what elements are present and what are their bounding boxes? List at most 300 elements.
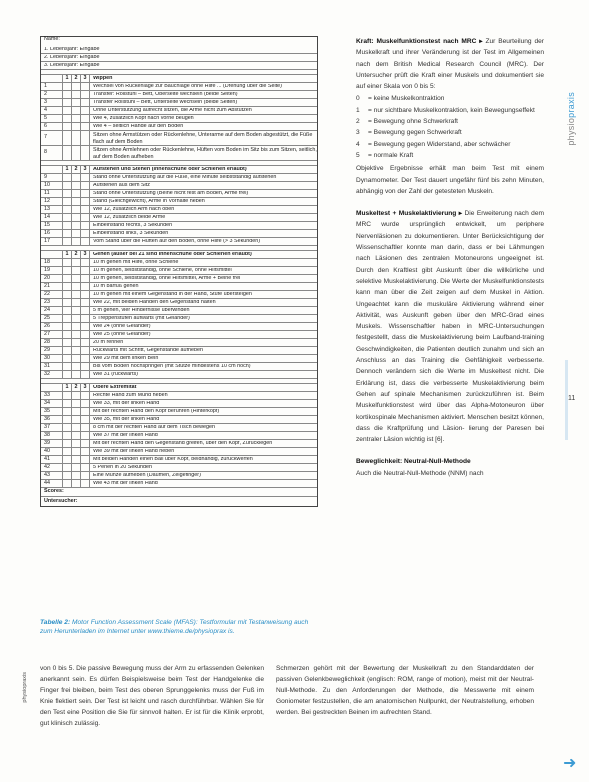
table-row: [41, 259, 317, 267]
item-text: Stand ohne Unterstützung auf die Füße, eine Minute selbstständig aufstehen: [93, 174, 277, 180]
table-row: [41, 472, 317, 480]
scale-item: [356, 127, 544, 138]
score-cell[interactable]: [63, 182, 72, 189]
score-cell[interactable]: [63, 315, 72, 322]
score-cell[interactable]: [63, 83, 72, 90]
item-text: Einbeinstand links, 3 Sekunden: [93, 230, 169, 236]
item-text: Vom Stand über die Hüften auf den Boden, ohne Hilfe (> 3 Sekunden): [93, 238, 261, 244]
mrc-scale: [356, 93, 544, 161]
item-text: Rechte Hand zum Mund heben: [93, 392, 168, 398]
score-cell[interactable]: [81, 83, 90, 90]
item-text: 10 m gehen mit einem Gegenstand in der Hand, Stufe übersteigen: [93, 291, 252, 297]
score-cell[interactable]: [81, 480, 90, 487]
item-text: Wie 39 mit der linken Hand heben: [93, 448, 175, 454]
score-cell[interactable]: [81, 424, 90, 431]
score-cell[interactable]: [81, 355, 90, 362]
score-cell[interactable]: [63, 440, 72, 447]
score-cell[interactable]: [81, 107, 90, 114]
item-text: Wechsel von Rückenlage zur Bauchlage ohne Hilfe ... (Drehung über die Seite): [93, 83, 282, 89]
score-cell[interactable]: [63, 275, 72, 282]
score-cell[interactable]: [63, 123, 72, 130]
table-row: [41, 424, 317, 432]
score-cell[interactable]: [63, 392, 72, 399]
scale-key: 2: [356, 118, 360, 126]
score-cell[interactable]: [81, 363, 90, 370]
item-text: Wie 25 (ohne Geländer): [93, 331, 151, 337]
item-number: 18: [41, 259, 63, 266]
score-cell[interactable]: [81, 222, 90, 229]
score-cell[interactable]: [63, 456, 72, 463]
score-cell[interactable]: [72, 83, 81, 90]
item-number: 8: [41, 146, 63, 160]
score-cell[interactable]: [63, 190, 72, 197]
item-number: 15: [41, 222, 63, 229]
section-title: Wippen: [93, 75, 113, 81]
item-number: 7: [41, 131, 63, 145]
table-row: [41, 432, 317, 440]
score-cell[interactable]: [81, 331, 90, 338]
examiner-label: Untersucher:: [44, 497, 78, 504]
score-cell[interactable]: [63, 259, 72, 266]
score-cell[interactable]: [81, 182, 90, 189]
item-text: Wie 37 mit der linken Hand: [93, 432, 158, 438]
score-cell[interactable]: [81, 456, 90, 463]
item-number: 6: [41, 123, 63, 130]
scale-key: 5: [356, 151, 360, 159]
table-row: [41, 400, 317, 408]
score-cell[interactable]: [81, 400, 90, 407]
section-title: Obere Extremität: [93, 384, 137, 390]
score-cell[interactable]: [63, 91, 72, 98]
item-text: Wie 12, zusätzlich Arm nach oben: [93, 206, 175, 212]
score-cell[interactable]: [81, 198, 90, 205]
table-row: [41, 307, 317, 315]
item-text: 8 cm mit der rechten Hand auf dem Tisch bewegen: [93, 424, 215, 430]
item-text: Stand (Gleichgewicht), Arme in Vorhalte heben: [93, 198, 205, 204]
score-cell[interactable]: [72, 347, 81, 354]
item-number: 12: [41, 198, 63, 205]
table-row: [41, 206, 317, 214]
column-label: 2: [72, 251, 81, 258]
score-cell[interactable]: [63, 131, 72, 145]
score-cell[interactable]: [72, 99, 81, 106]
score-cell[interactable]: [81, 472, 90, 479]
score-cell[interactable]: [63, 146, 72, 160]
score-cell[interactable]: [81, 339, 90, 346]
score-cell[interactable]: [63, 299, 72, 306]
score-cell[interactable]: [72, 416, 81, 423]
item-number: 43: [41, 472, 63, 479]
score-cell[interactable]: [81, 464, 90, 471]
table-row: [41, 83, 317, 91]
score-cell[interactable]: [72, 182, 81, 189]
score-cell[interactable]: [63, 416, 72, 423]
item-text: 5 Treppenstufen aufwärts (mit Geländer): [93, 315, 190, 321]
right-column: [356, 36, 544, 479]
item-number: 25: [41, 315, 63, 322]
score-cell[interactable]: [72, 400, 81, 407]
column-label: 1: [63, 166, 72, 173]
table-row: [41, 190, 317, 198]
table-row: [41, 315, 317, 323]
table-row: [41, 392, 317, 400]
score-cell[interactable]: [81, 123, 90, 130]
item-text: Wie 4 – seitlich Hände auf den Boden: [93, 123, 184, 129]
scale-value: = Bewegung gegen Schwerkraft: [368, 129, 462, 137]
item-number: 2: [41, 91, 63, 98]
para-kraft: Zur Beurteilung der Muskelkraft und ihrer Veränderung ist der Test im Allgemeinen nach dem British Medical Research Council (MRC). Der Untersucher prüft die Kraft einer Muskels und dokumentiert sie auf einer Skala von 0 bis 5:: [356, 38, 544, 91]
item-text: Wie 22, mit beiden Händen den Gegenstand halten: [93, 299, 216, 305]
item-number: 34: [41, 400, 63, 407]
score-cell[interactable]: [72, 315, 81, 322]
section-header: [41, 75, 317, 83]
item-number: 21: [41, 283, 63, 290]
assessment-form: [40, 36, 318, 507]
table-row: [41, 174, 317, 182]
score-cell[interactable]: [81, 315, 90, 322]
score-cell[interactable]: [81, 392, 90, 399]
next-page-arrow-icon[interactable]: ➜: [563, 755, 577, 772]
item-number: 23: [41, 299, 63, 306]
item-number: 4: [41, 107, 63, 114]
item-text: Wie 24 (ohne Geländer): [93, 323, 151, 329]
score-cell[interactable]: [63, 448, 72, 455]
para-objektiv: Objektive Ergebnisse erhält man beim Test mit einem Dynamometer. Der Test dauert ungefähr fünf bis zehn Minuten, abhängig von der Zahl der getesteten Muskeln.: [356, 165, 544, 195]
score-cell[interactable]: [81, 115, 90, 122]
table-row: [41, 363, 317, 371]
score-cell[interactable]: [72, 107, 81, 114]
score-cell[interactable]: [63, 291, 72, 298]
score-cell[interactable]: [72, 214, 81, 221]
top-row: 1. Lebensjahr: Eingabe: [44, 46, 100, 52]
score-cell[interactable]: [63, 206, 72, 213]
item-number: 17: [41, 238, 63, 245]
item-text: Wie 4, zusätzlich Kopf nach vorne beugen: [93, 115, 194, 121]
item-number: 9: [41, 174, 63, 181]
score-cell[interactable]: [72, 299, 81, 306]
table-row: [41, 323, 317, 331]
score-cell[interactable]: [81, 323, 90, 330]
table-row: [41, 283, 317, 291]
table-row: [41, 275, 317, 283]
item-text: Bis vom Boden hochspringen (mit Stütze mindestens 10 cm hoch): [93, 363, 251, 369]
score-cell[interactable]: [72, 190, 81, 197]
score-cell[interactable]: [72, 174, 81, 181]
score-cell[interactable]: [72, 307, 81, 314]
item-number: 1: [41, 83, 63, 90]
score-cell[interactable]: [72, 259, 81, 266]
score-cell[interactable]: [72, 480, 81, 487]
item-text: Wie 29 mit dem linken Bein: [93, 355, 159, 361]
item-text: 10 m gehen mit Hilfe, ohne Schiene: [93, 259, 179, 265]
side-vertical-text: physiopraxis: [22, 672, 28, 703]
score-cell[interactable]: [72, 91, 81, 98]
top-row: 2. Lebensjahr: Eingabe: [44, 54, 100, 60]
score-cell[interactable]: [81, 291, 90, 298]
score-cell[interactable]: [81, 267, 90, 274]
score-cell[interactable]: [63, 323, 72, 330]
score-cell[interactable]: [72, 123, 81, 130]
score-cell[interactable]: [63, 472, 72, 479]
item-text: 5 m gehen, vier Hindernisse überwinden: [93, 307, 190, 313]
score-label: Scores:: [41, 488, 317, 497]
score-cell[interactable]: [81, 214, 90, 221]
score-cell[interactable]: [81, 307, 90, 314]
score-cell[interactable]: [63, 331, 72, 338]
item-text: Sitzen ohne Armlehnen oder Rückenlehne, Hüften vom Boden im Sitz bis zum Sitzen, seitlich, auf dem Boden aufheben: [93, 147, 317, 160]
item-text: 10 m barfuß gehen: [93, 283, 139, 289]
scale-value: = nur sichtbare Muskelkontraktion, kein Bewegungseffekt: [368, 106, 535, 114]
scale-value: = Bewegung ohne Schwerkraft: [368, 118, 458, 126]
item-number: 39: [41, 440, 63, 447]
item-number: 29: [41, 347, 63, 354]
score-cell[interactable]: [72, 392, 81, 399]
score-cell[interactable]: [72, 408, 81, 415]
score-cell[interactable]: [63, 283, 72, 290]
score-cell[interactable]: [63, 432, 72, 439]
score-cell[interactable]: [63, 115, 72, 122]
score-cell[interactable]: [72, 331, 81, 338]
item-text: Wie 12, zusätzlich beide Arme: [93, 214, 166, 220]
score-cell[interactable]: [81, 448, 90, 455]
section-title: Aufstehen und Stehen (Innenschuhe oder Schienen erlaubt): [93, 166, 247, 172]
score-cell[interactable]: [63, 230, 72, 237]
score-cell[interactable]: [63, 480, 72, 487]
item-number: 42: [41, 464, 63, 471]
score-cell[interactable]: [81, 99, 90, 106]
table-row: [41, 448, 317, 456]
score-cell[interactable]: [63, 464, 72, 471]
item-number: 11: [41, 190, 63, 197]
score-cell[interactable]: [81, 174, 90, 181]
column-label: 2: [72, 384, 81, 391]
scale-item: [356, 93, 544, 104]
score-cell[interactable]: [72, 198, 81, 205]
section-header: [41, 384, 317, 392]
table-row: [41, 146, 317, 161]
table-row: [41, 480, 317, 488]
score-cell[interactable]: [72, 355, 81, 362]
score-cell[interactable]: [72, 472, 81, 479]
table-row: [41, 99, 317, 107]
score-cell[interactable]: [81, 146, 90, 160]
score-cell[interactable]: [81, 91, 90, 98]
score-cell[interactable]: [72, 456, 81, 463]
score-cell[interactable]: [81, 408, 90, 415]
item-text: Wie 35, mit der linken Hand: [93, 416, 160, 422]
item-text: 10 m gehen, selbstständig, ohne Schiene, ohne Hilfsmittel: [93, 267, 232, 273]
item-text: 5 Perlen in 20 Sekunden: [93, 464, 153, 470]
bottom-left-text: von 0 bis 5. Die passive Bewegung muss der Arm zu erfassenden Gelenken anerkannt sein. Es dürfen Beispielsweise beim Test der Handgelenke die Finger frei bleiben, beim Test des oberen Sprunggelenks muss der Fuß im Knie flektiert sein. Der Test ist leicht und rasch durchführbar. Wählen Sie für den Test eine Position die Sie für sinnvoll halten. Er ist für die Klinik erprobt, gut klinisch zulässig.: [40, 665, 264, 727]
score-cell[interactable]: [72, 283, 81, 290]
score-cell[interactable]: [72, 371, 81, 378]
section-header: [41, 166, 317, 174]
table-row: [41, 115, 317, 123]
scale-item: [356, 150, 544, 161]
item-text: Mit beiden Händen einen Ball über Kopf, beidhändig, zurückwerfen: [93, 456, 253, 462]
item-number: 40: [41, 448, 63, 455]
item-number: 41: [41, 456, 63, 463]
brand-dark: physio: [566, 117, 576, 146]
score-cell[interactable]: [81, 440, 90, 447]
score-cell[interactable]: [63, 238, 72, 245]
score-cell[interactable]: [63, 174, 72, 181]
item-text: Eine Münze aufheben (Daumen, Zeigefinger): [93, 472, 201, 478]
item-number: 31: [41, 363, 63, 370]
score-cell[interactable]: [72, 339, 81, 346]
table-row: [41, 182, 317, 190]
item-number: 37: [41, 424, 63, 431]
score-cell[interactable]: [63, 363, 72, 370]
score-cell[interactable]: [81, 206, 90, 213]
item-text: Aufstehen aus dem Sitz: [93, 182, 150, 188]
top-row: 3. Lebensjahr: Eingabe: [44, 62, 100, 68]
item-number: 30: [41, 355, 63, 362]
scale-value: = keine Muskelkontraktion: [368, 95, 445, 103]
score-cell[interactable]: [63, 214, 72, 221]
score-cell[interactable]: [63, 222, 72, 229]
score-cell[interactable]: [81, 230, 90, 237]
item-number: 13: [41, 206, 63, 213]
column-label: 3: [81, 384, 90, 391]
scale-item: [356, 105, 544, 116]
table-caption: [40, 618, 318, 636]
item-number: 10: [41, 182, 63, 189]
column-label: 3: [81, 75, 90, 82]
item-text: Sitzen ohne Armstützen oder Rückenlehne, Unterarme auf dem Boden abgestützt, die Füße flach auf dem Boden: [93, 132, 313, 145]
item-number: 38: [41, 432, 63, 439]
item-number: 36: [41, 416, 63, 423]
score-cell[interactable]: [72, 464, 81, 471]
score-cell[interactable]: [81, 190, 90, 197]
score-cell[interactable]: [63, 99, 72, 106]
table-row: [41, 123, 317, 131]
item-number: 20: [41, 275, 63, 282]
item-number: 28: [41, 339, 63, 346]
column-label: 2: [72, 75, 81, 82]
score-cell[interactable]: [63, 347, 72, 354]
table-row: [41, 299, 317, 307]
item-text: Stand ohne Unterstützung (Beine nicht fest am Boden, Arme frei): [93, 190, 249, 196]
table-row: [41, 408, 317, 416]
score-cell[interactable]: [72, 424, 81, 431]
scale-item: [356, 139, 544, 150]
item-number: 14: [41, 214, 63, 221]
column-label: 3: [81, 251, 90, 258]
score-cell[interactable]: [72, 206, 81, 213]
table-row: [41, 416, 317, 424]
item-number: 27: [41, 331, 63, 338]
score-cell[interactable]: [63, 408, 72, 415]
heading-muskeltest: Muskeltest + Muskelaktivierung ▸: [356, 210, 463, 218]
item-text: 10 m gehen, selbstständig, ohne Hilfsmittel, Arme + Beine frei: [93, 275, 241, 281]
score-cell[interactable]: [63, 355, 72, 362]
bottom-right-text: Schmerzen gehört mit der Bewertung der Muskelkraft zu den Standarddaten der passiven Gelenkbeweglichkeit (englisch: ROM, range of motion), meist mit der Neutral-Null-Methode. Zu den Anforderungen der Methode, die Messwerte mit einem Goniometer festzustellen, die am anatomischen Nullpunkt, der Neutralstellung, erhoben werden. Bei gestreckten Beinen im aufrechten Stand.: [276, 665, 534, 716]
score-cell[interactable]: [81, 283, 90, 290]
score-cell[interactable]: [63, 307, 72, 314]
score-cell[interactable]: [63, 424, 72, 431]
item-text: Transfer: Rollstuhl – Bett, Oberseite wechseln (beide Seiten): [93, 91, 238, 97]
scale-value: = normale Kraft: [368, 151, 414, 159]
item-text: Einbeinstand rechts, 3 Sekunden: [93, 222, 173, 228]
scale-key: 4: [356, 140, 360, 148]
score-cell[interactable]: [72, 115, 81, 122]
form-name-label: Name:: [44, 36, 60, 42]
table-row: [41, 371, 317, 379]
scale-item: [356, 116, 544, 127]
score-cell[interactable]: [81, 347, 90, 354]
score-cell[interactable]: [72, 432, 81, 439]
page-number: 11: [568, 395, 576, 402]
score-cell[interactable]: [81, 416, 90, 423]
table-row: [41, 214, 317, 222]
score-cell[interactable]: [72, 323, 81, 330]
table-row: [41, 222, 317, 230]
score-cell[interactable]: [72, 222, 81, 229]
para-muskeltest: Die Erweiterung nach dem MRC wurde ursprünglich entwickelt, um periphere Nervenläsionen zu dokumentieren. Unter Berücksichtigung der Wissenschaftler konnte man darin, dass er bei Lähmungen nach Läsionen des zentralen Motoneurons ungeeignet ist. Durch den Kraftlest gibt Auskunft über die willkürliche und selektive Muskelaktivierung. Die Werte der Muskelfunktionstests kann man über die Zeit zeigen auf dem Muskel in Aktion. Ungeachtet kann die muskuläre Aktivierung während einer Aktivität, was Auskunft geben über den MRC-Grad eines Muskels. Wissenschaftler haben in MRC-Untersuchungen festgestellt, dass die Muskelaktivierung beim Laufband-training Geschwindigkeiten, die Patienten deutlich zunahm und sich an Anschluss an das Training die Gehfähigkeit verbesserte. Dennoch verändern sich die Werte im Muskeltest nicht. Die Erklärung ist, dass die verbesserte Muskelaktivierung beim Gehen auf spinale Mechanismen zurückzuführen ist. Beim Muskelfunktionstest wird über das Alpha-Motoneuron über kortikospinale Mechanismen aktiviert. Menschen besitzt können, dass die Kraftprüfung und Läsion- lierung der Paresen bei zentraler Läsion wichtig ist [6].: [356, 210, 545, 444]
item-text: Wie 31 (rückwärts): [93, 371, 138, 377]
item-number: 26: [41, 323, 63, 330]
scale-key: 1: [356, 106, 360, 114]
score-cell[interactable]: [81, 131, 90, 145]
score-cell[interactable]: [81, 371, 90, 378]
score-cell[interactable]: [81, 299, 90, 306]
score-cell[interactable]: [63, 198, 72, 205]
score-cell[interactable]: [72, 267, 81, 274]
table-row: [41, 91, 317, 99]
score-cell[interactable]: [63, 400, 72, 407]
brand-light: praxis: [566, 92, 576, 118]
item-text: Transfer Rollstuhl – Bett, Unterseite wechseln (beide Seiten): [93, 99, 238, 105]
score-cell[interactable]: [63, 339, 72, 346]
item-number: 35: [41, 408, 63, 415]
score-cell[interactable]: [72, 146, 81, 160]
table-row: [41, 331, 317, 339]
score-cell[interactable]: [72, 291, 81, 298]
score-cell[interactable]: [72, 230, 81, 237]
item-number: 44: [41, 480, 63, 487]
item-number: 32: [41, 371, 63, 378]
brand-label: [566, 92, 576, 146]
column-label: 1: [63, 251, 72, 258]
item-number: 16: [41, 230, 63, 237]
score-cell[interactable]: [72, 275, 81, 282]
table-row: [41, 339, 317, 347]
score-cell[interactable]: [72, 131, 81, 145]
para-beweglichkeit: Auch die Neutral-Null-Methode (NNM) nach: [356, 469, 484, 477]
score-cell[interactable]: [81, 432, 90, 439]
score-cell[interactable]: [72, 448, 81, 455]
table-row: [41, 198, 317, 206]
item-text: Wie 43 mit der linken Hand: [93, 480, 158, 486]
item-text: Rückwärts mit Schritt, Gegenstände aufheben: [93, 347, 203, 353]
column-label: 1: [63, 384, 72, 391]
table-row: [41, 238, 317, 246]
score-cell[interactable]: [72, 363, 81, 370]
table-row: [41, 107, 317, 115]
score-cell[interactable]: [81, 238, 90, 245]
score-cell[interactable]: [63, 267, 72, 274]
table-row: [41, 355, 317, 363]
score-cell[interactable]: [63, 371, 72, 378]
score-cell[interactable]: [72, 440, 81, 447]
table-row: [41, 291, 317, 299]
score-cell[interactable]: [72, 238, 81, 245]
score-cell[interactable]: [81, 275, 90, 282]
score-cell[interactable]: [81, 259, 90, 266]
scale-key: 3: [356, 129, 360, 137]
score-cell[interactable]: [63, 107, 72, 114]
